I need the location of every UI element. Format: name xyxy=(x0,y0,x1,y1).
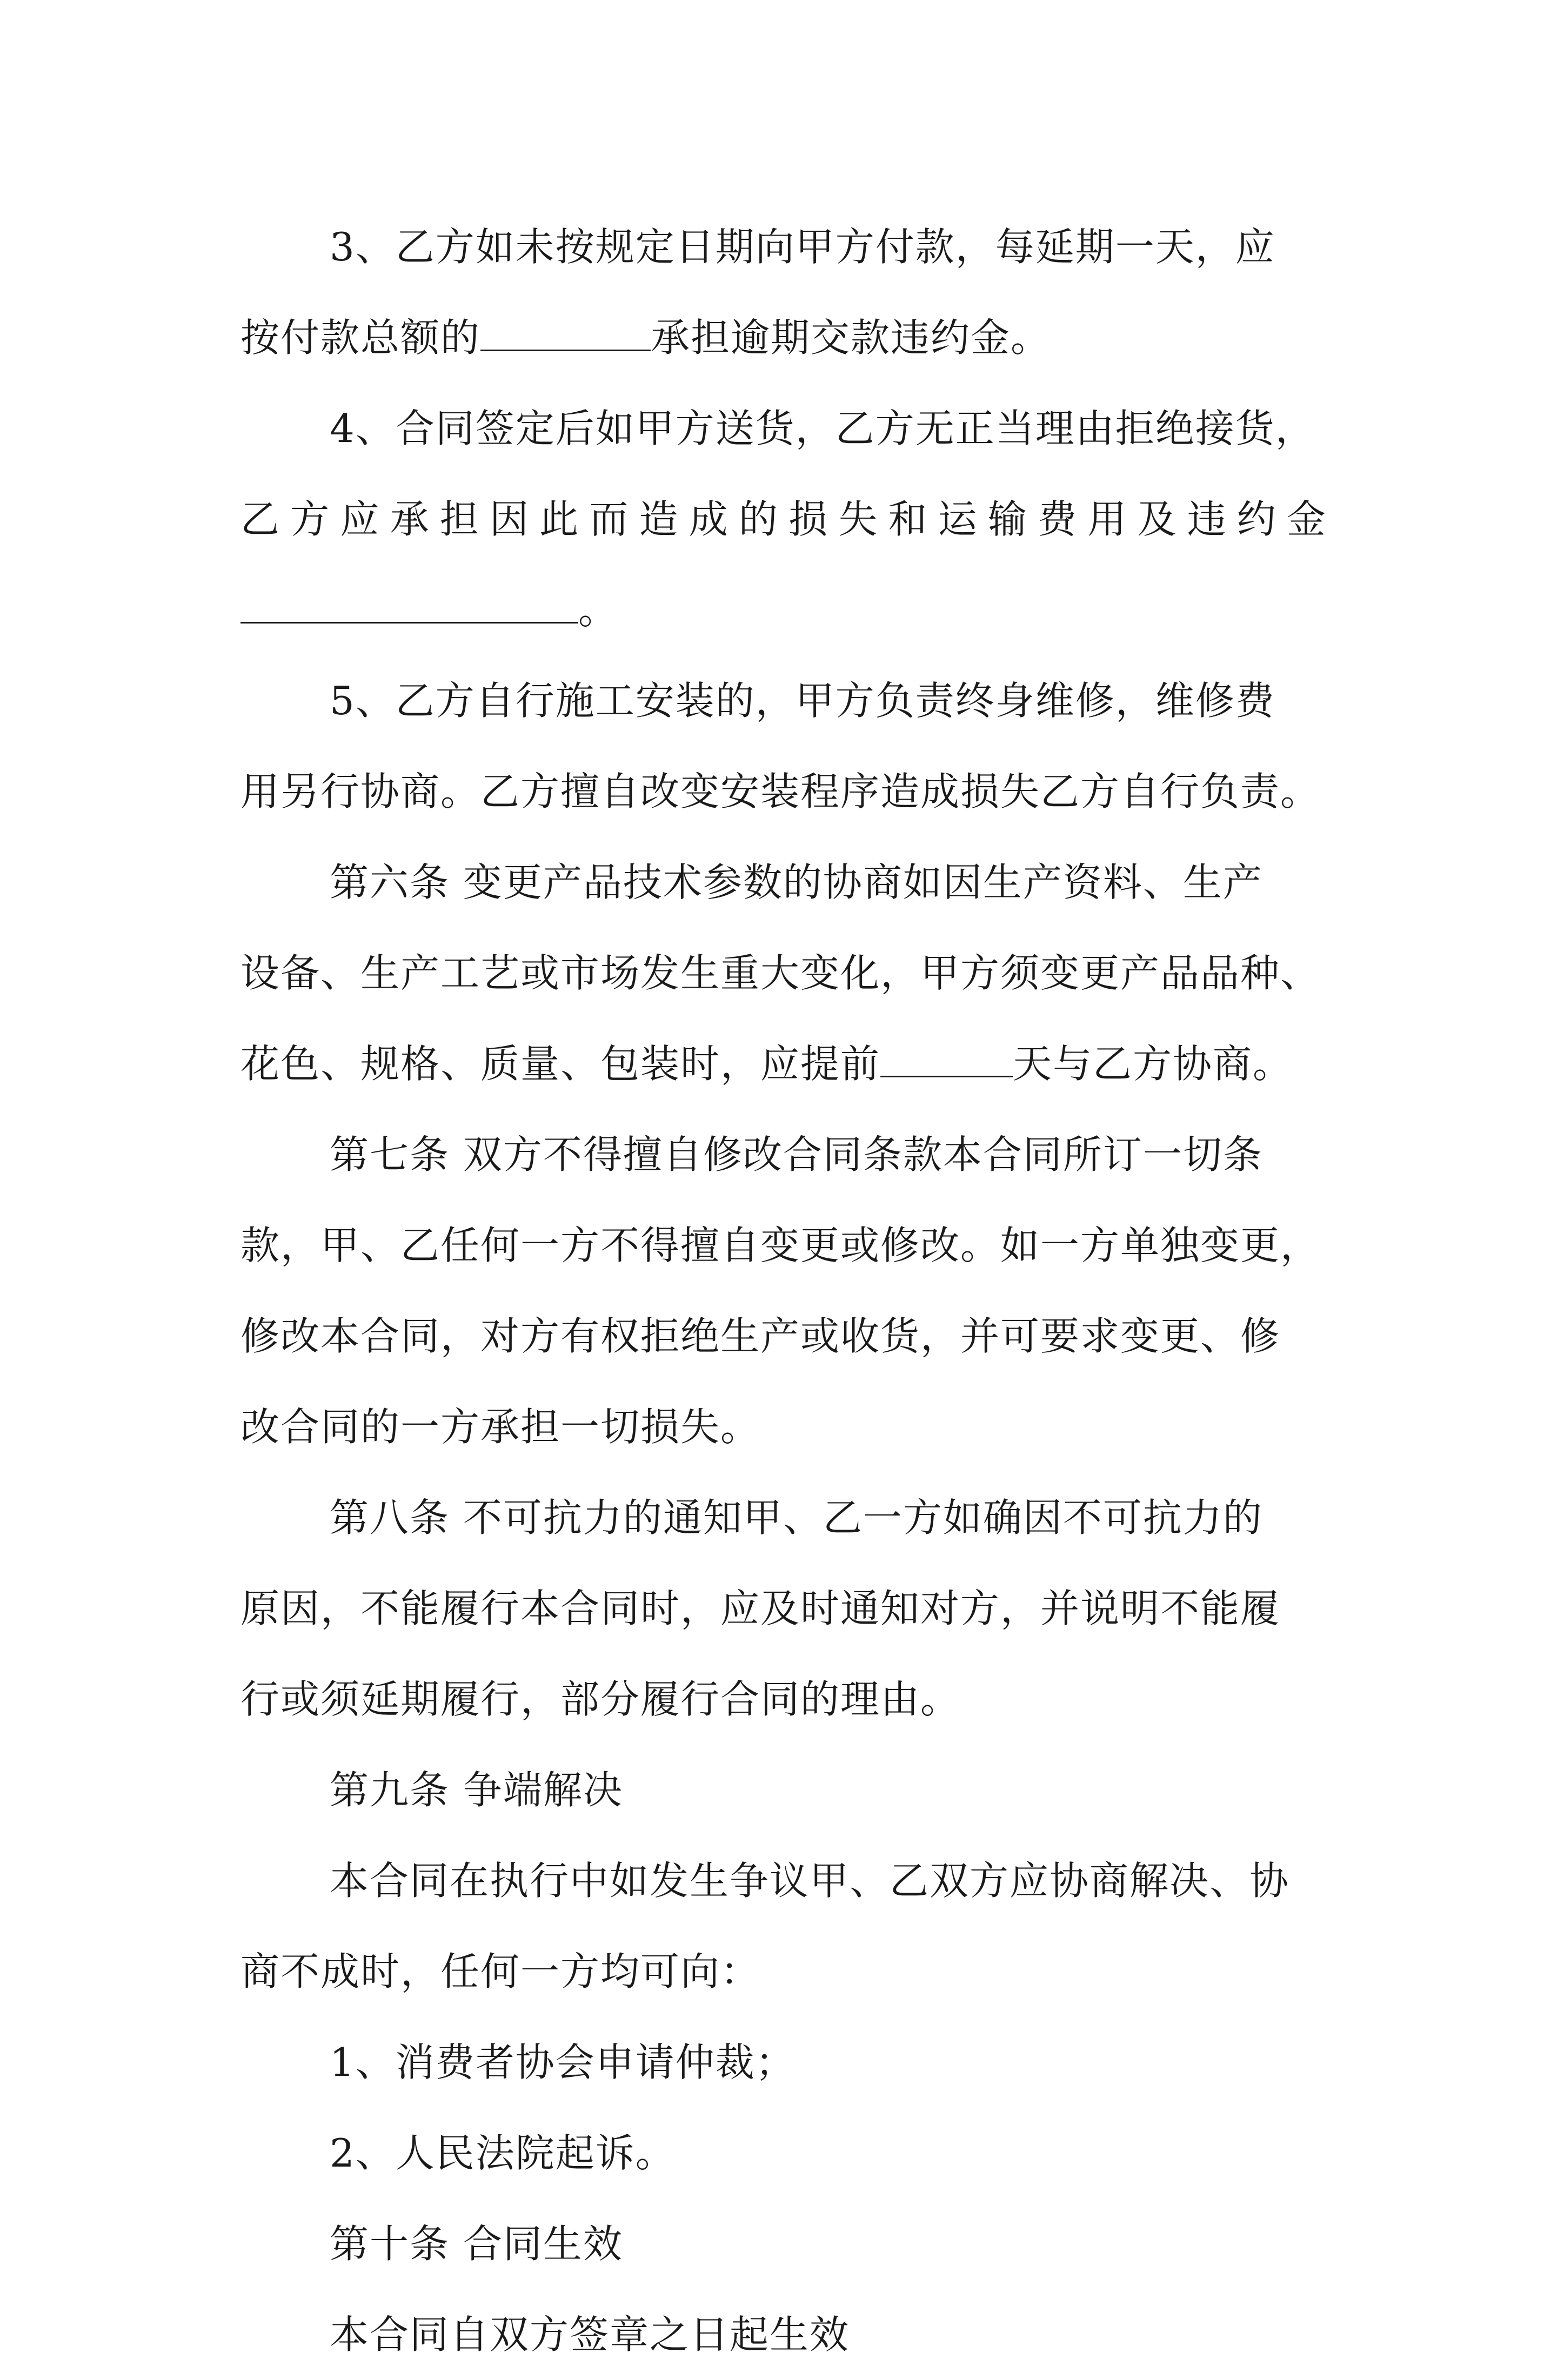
rate-blank xyxy=(480,318,651,351)
article-6-line-2 xyxy=(240,928,1327,1018)
article-9-item-1-text: 1、消费者协会申请仲裁； xyxy=(330,2040,796,2085)
article-7-line-4 xyxy=(240,1382,1327,1472)
article-10-text-1: 本合同自双方签章之日起生效 xyxy=(330,2312,850,2357)
article-7-text-4: 改合同的一方承担一切损失。 xyxy=(240,1404,761,1450)
days-blank xyxy=(880,1044,1013,1077)
article-6-text-1: 第六条 变更产品技术参数的协商如因生产资料、生产 xyxy=(330,860,1263,905)
clause-4-line-3 xyxy=(240,565,1327,655)
clause-3-text-2a: 按付款总额的 xyxy=(240,315,481,360)
article-9-line-2 xyxy=(240,1926,1327,2017)
article-10-heading xyxy=(240,2198,1327,2289)
article-9-item-2 xyxy=(240,2108,1327,2198)
article-9-text-2: 商不成时，任何一方均可向： xyxy=(240,1949,761,1994)
article-10-heading-text: 第十条 合同生效 xyxy=(330,2221,623,2267)
clause-5-text-2: 用另行协商。乙方擅自改变安装程序造成损失乙方自行负责。 xyxy=(240,769,1321,814)
article-7-text-1: 第七条 双方不得擅自修改合同条款本合同所订一切条 xyxy=(330,1132,1263,1177)
article-7-text-3: 修改本合同，对方有权拒绝生产或收货，并可要求变更、修 xyxy=(240,1313,1281,1359)
clause-4-text-1: 4、合同签定后如甲方送货，乙方无正当理由拒绝接货， xyxy=(330,406,1315,451)
clause-5-text-1: 5、乙方自行施工安装的，甲方负责终身维修，维修费 xyxy=(330,678,1275,723)
article-6-text-3a: 花色、规格、质量、包装时，应提前 xyxy=(240,1041,881,1087)
article-9-text-1: 本合同在执行中如发生争议甲、乙双方应协商解决、协 xyxy=(330,1858,1290,1903)
clause-5-line-2 xyxy=(240,746,1327,837)
penalty-blank xyxy=(240,591,578,624)
article-9-heading xyxy=(240,1745,1327,1835)
article-8-line-1 xyxy=(240,1472,1327,1563)
article-6-line-3 xyxy=(240,1018,1327,1109)
article-9-item-1 xyxy=(240,2017,1327,2108)
article-7-line-2 xyxy=(240,1200,1327,1291)
article-8-line-2 xyxy=(240,1563,1327,1654)
article-9-line-1 xyxy=(240,1835,1327,1926)
article-10-line-1 xyxy=(240,2289,1327,2380)
article-8-line-3 xyxy=(240,1654,1327,1745)
clause-3-text-2b: 承担逾期交款违约金。 xyxy=(651,315,1051,360)
article-7-line-3 xyxy=(240,1291,1327,1382)
article-9-heading-text: 第九条 争端解决 xyxy=(330,1767,623,1813)
clause-3-text-1: 3、乙方如未按规定日期向甲方付款，每延期一天，应 xyxy=(330,224,1275,270)
clause-4-line-2 xyxy=(240,474,1327,565)
article-8-text-1: 第八条 不可抗力的通知甲、乙一方如确因不可抗力的 xyxy=(330,1495,1263,1540)
clause-4-line-1 xyxy=(240,383,1327,474)
article-6-text-2: 设备、生产工艺或市场发生重大变化，甲方须变更产品品种、 xyxy=(240,950,1321,996)
article-8-text-2: 原因，不能履行本合同时，应及时通知对方，并说明不能履 xyxy=(240,1586,1281,1631)
article-7-line-1 xyxy=(240,1109,1327,1200)
article-6-text-3b: 天与乙方协商。 xyxy=(1013,1041,1293,1087)
clause-5-line-1 xyxy=(240,655,1327,746)
clause-3-line-2 xyxy=(240,292,1327,383)
article-8-text-3: 行或须延期履行，部分履行合同的理由。 xyxy=(240,1677,961,1722)
article-7-text-2: 款，甲、乙任何一方不得擅自变更或修改。如一方单独变更， xyxy=(240,1223,1321,1268)
article-6-line-1 xyxy=(240,837,1327,928)
clause-4-text-3: 。 xyxy=(578,587,619,633)
clause-3-line-1 xyxy=(240,202,1327,292)
clause-4-text-2: 乙方应承担因此而造成的损失和运输费用及违约金 xyxy=(240,497,1327,542)
article-9-item-2-text: 2、人民法院起诉。 xyxy=(330,2130,676,2176)
contract-body xyxy=(240,202,1327,2380)
